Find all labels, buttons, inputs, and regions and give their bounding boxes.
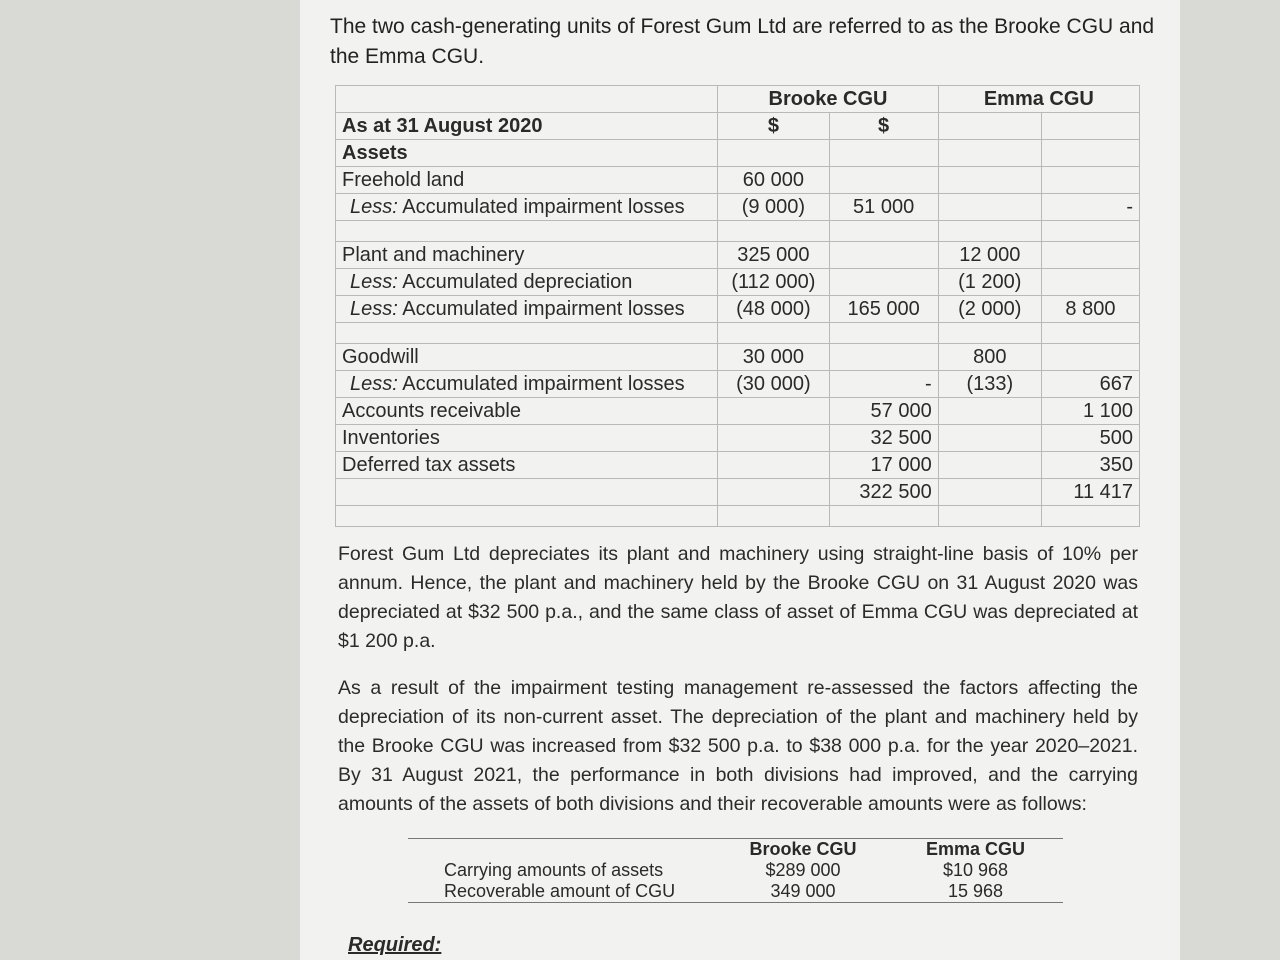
freehold-less-label: Less: Accumulated impairment losses [336,194,718,221]
goodwill-brooke-net: - [829,371,938,398]
deferred-label: Deferred tax assets [336,452,718,479]
plant-brooke-imp: (48 000) [718,296,829,323]
recoverable-emma: 15 968 [947,881,1004,901]
plant-label: Plant and machinery [336,242,718,269]
freehold-brooke-less: (9 000) [718,194,829,221]
plant-less-imp-label: Less: Accumulated impairment losses [336,296,718,323]
plant-brooke-net: 165 000 [829,296,938,323]
brooke-header: Brooke CGU [718,86,938,113]
assets-label: Assets [336,140,718,167]
plant-emma-dep: (1 200) [938,269,1041,296]
table-row [336,296,1140,323]
goodwill-emma-net: 667 [1041,371,1139,398]
assets-table [335,85,1140,527]
freehold-emma-net: - [1041,194,1139,221]
table-row [336,344,1140,371]
table-header-row [336,86,1140,113]
plant-emma-gross: 12 000 [938,242,1041,269]
plant-emma-imp: (2 000) [938,296,1041,323]
deferred-brooke: 17 000 [829,452,938,479]
table-row [336,194,1140,221]
total-emma: 11 417 [1041,479,1139,506]
required-heading: Required: [348,934,442,956]
freehold-label: Freehold land [336,167,718,194]
plant-less-dep-label: Less: Accumulated depreciation [336,269,718,296]
table-row [336,167,1140,194]
goodwill-label: Goodwill [336,344,718,371]
table-row [408,881,1063,903]
inventories-brooke: 32 500 [829,425,938,452]
plant-brooke-dep: (112 000) [718,269,829,296]
date-label: As at 31 August 2020 [336,113,718,140]
table-row [336,113,1140,140]
goodwill-emma-less: (133) [938,371,1041,398]
goodwill-emma-gross: 800 [938,344,1041,371]
table-row [336,425,1140,452]
goodwill-brooke-less: (30 000) [718,371,829,398]
intro-text: The two cash-generating units of Forest Gum Ltd are referred to as the Brooke CGU and the Emma CGU. [330,15,1155,68]
receivable-brooke: 57 000 [829,398,938,425]
carrying-emma: $10 968 [942,860,1009,880]
freehold-brooke-gross: 60 000 [718,167,829,194]
currency-brooke-2: $ [829,113,938,140]
recoverable-header-row [408,839,1063,861]
emma-header: Emma CGU [938,86,1139,113]
deferred-emma: 350 [1041,452,1139,479]
currency-brooke-1: $ [718,113,829,140]
table-row [336,269,1140,296]
paragraph-depreciation: Forest Gum Ltd depreciates its plant and machinery using straight-line basis of 10% per annum. Hence, the plant and machinery held by the Brooke CGU on 31 August 2020 was depreciated at $32 500 p.a., and the same class of asset of Emma CGU was depreciated at $1 200 p.a. [338,543,1138,652]
total-brooke: 322 500 [829,479,938,506]
recoverable-table [408,838,1063,903]
inventories-label: Inventories [336,425,718,452]
table-row [336,140,1140,167]
recoverable-label: Recoverable amount of CGU [444,881,676,901]
table-row [336,242,1140,269]
receivable-label: Accounts receivable [336,398,718,425]
totals-row [336,479,1140,506]
paragraph-reassessment: As a result of the impairment testing management re-assessed the factors affecting the depreciation of its non-current asset. The depreciation of the plant and machinery held by the Brooke CGU was increased from $32 500 p.a. to $38 000 p.a. for the year 2020–2021. By 31 August 2021, the performance in both divisions had improved, and the carrying amounts of the assets of both divisions and their recoverable amounts were as follows: [338,677,1138,815]
recoverable-brooke: 349 000 [770,881,836,901]
goodwill-brooke-gross: 30 000 [718,344,829,371]
inventories-emma: 500 [1041,425,1139,452]
table-row [408,860,1063,881]
recov-brooke-header: Brooke CGU [749,839,857,859]
table-row [336,371,1140,398]
goodwill-less-label: Less: Accumulated impairment losses [336,371,718,398]
table-row [336,398,1140,425]
recov-emma-header: Emma CGU [925,839,1026,859]
freehold-brooke-net: 51 000 [829,194,938,221]
plant-brooke-gross: 325 000 [718,242,829,269]
plant-emma-net: 8 800 [1041,296,1139,323]
carrying-label: Carrying amounts of assets [444,860,664,880]
receivable-emma: 1 100 [1041,398,1139,425]
table-row [336,452,1140,479]
carrying-brooke: $289 000 [765,860,841,880]
